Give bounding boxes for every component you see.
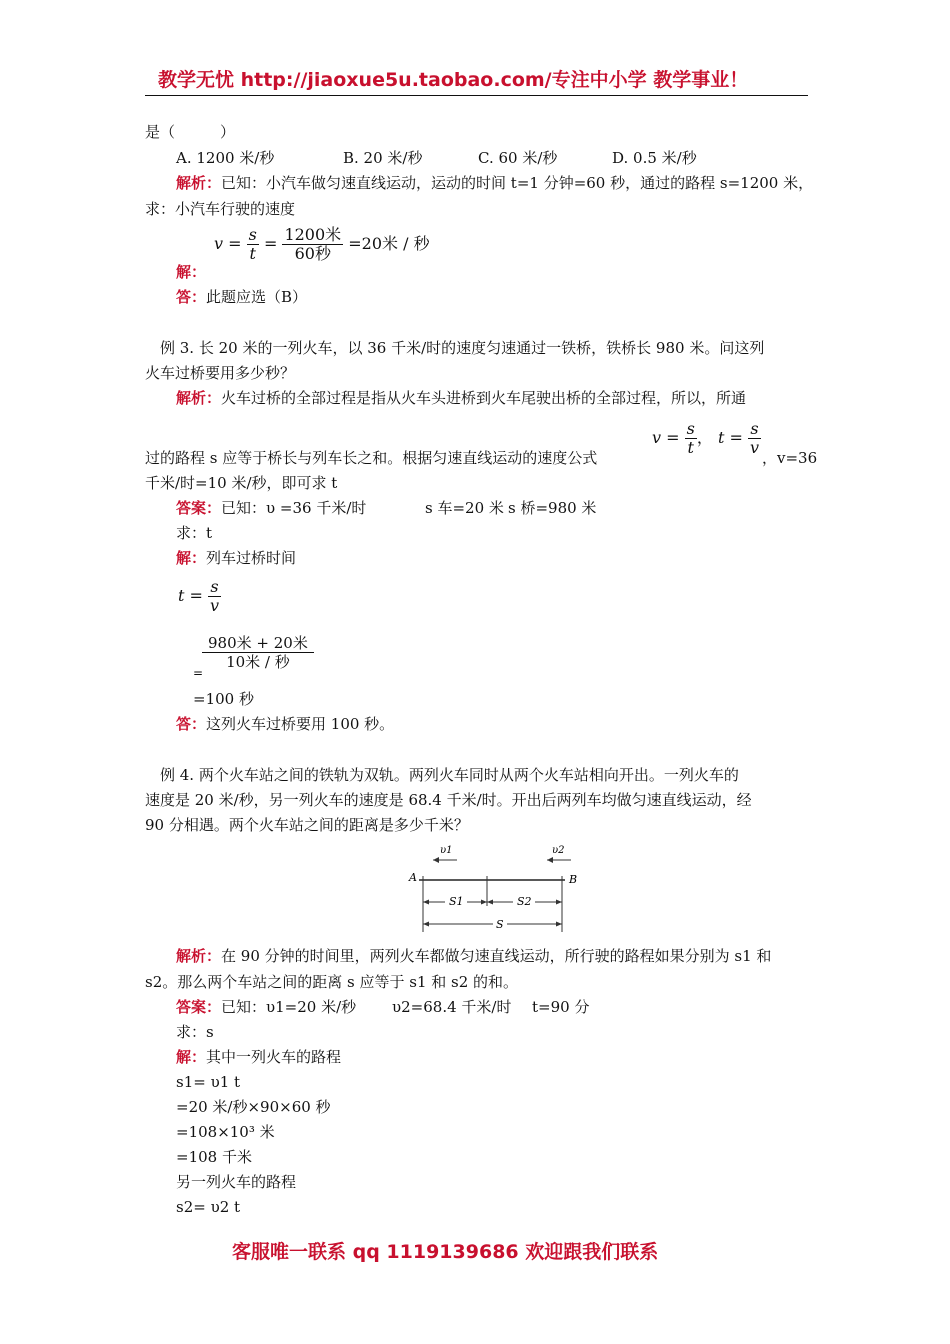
q2-analysis-line-2: 求：小汽车行驶的速度 <box>145 200 296 218</box>
ex4-line-1: s1= υ1 t <box>176 1073 241 1091</box>
ex4-analysis-line-1: 解析：在 90 分钟的时间里，两列火车都做匀速直线运动，所行驶的路程如果分别为 s1 和 <box>176 947 772 965</box>
ex3-velocity-formula: v = $\frac{s}{t}$ ， t = $\frac{s}{v}$ <box>652 419 760 457</box>
analysis-label: 解析： <box>176 174 222 192</box>
ex4-title-line-1: 例 4. 两个火车站之间的铁轨为双轨。两列火车同时从两个火车站相向开出。一列火车的 <box>160 766 739 784</box>
ex3-formula-eq: = <box>193 666 204 680</box>
q2-option-c: C. 60 米/秒 <box>478 149 558 167</box>
ex4-line-3: =108×10³ 米 <box>176 1123 275 1141</box>
ex4-line-2: =20 米/秒×90×60 秒 <box>176 1098 331 1116</box>
ex3-analysis-line-1: 解析：火车过桥的全部过程是指从火车头进桥到火车尾驶出桥的全部过程，所以，所通 <box>176 389 747 407</box>
q2-stem-tail: 是（ ） <box>145 123 236 141</box>
page-header: 教学无忧 http://jiaoxue5u.taobao.com/专注中小学 教学事业！ <box>158 69 749 91</box>
analysis-text: 已知：小汽车做匀速直线运动，运动的时间 t=1 分钟=60 秒，通过的路程 s=1200 米， <box>221 174 814 192</box>
ex3-known: 答案：已知：υ =36 千米/时 <box>176 499 367 517</box>
q2-analysis-line-1 <box>176 173 813 193</box>
ex3-title-line-1: 例 3. 长 20 米的一列火车，以 36 千米/时的速度匀速通过一铁桥，铁桥长 980 米。问这列 <box>160 339 765 357</box>
diagram-s1-label: S1 <box>449 895 464 908</box>
ex4-line-6: s2= υ2 t <box>176 1198 241 1216</box>
diagram-a-label: A <box>409 871 417 884</box>
ex3-result: =100 秒 <box>193 690 254 708</box>
q2-formula: v = $\frac{s}{t}$ = $\frac{\text{1200米}}{\text{60秒}}$ =20米 / 秒 <box>214 225 430 263</box>
q2-answer: 答：此题应选（B） <box>176 288 308 306</box>
ex4-solve: 解：其中一列火车的路程 <box>176 1048 342 1066</box>
diagram-b-label: B <box>569 873 578 886</box>
ex3-analysis-line-3: 千米/时=10 米/秒，即可求 t <box>145 474 338 492</box>
ex3-title-line-2: 火车过桥要用多少秒？ <box>145 364 296 382</box>
diagram-s2-label: S2 <box>517 895 532 908</box>
ex3-formula-values: $\frac{\text{980米 + 20米}}{\text{10米 / 秒}}$ <box>202 634 314 671</box>
ex3-s-bridge: s 桥=980 米 <box>508 499 597 517</box>
ex4-title-line-2: 速度是 20 米/秒，另一列火车的速度是 68.4 千米/时。开出后两列车均做匀速直线运动，经 <box>145 791 752 809</box>
ex3-solve: 解：列车过桥时间 <box>176 549 297 567</box>
ex4-known: 答案：已知：υ1=20 米/秒 <box>176 998 357 1016</box>
ex3-answer: 答：这列火车过桥要用 100 秒。 <box>176 715 395 733</box>
page-footer: 客服唯一联系 qq 1119139686 欢迎跟我们联系 <box>232 1241 659 1263</box>
q2-solve-label: 解： <box>176 263 207 281</box>
ex4-track-diagram <box>405 840 585 940</box>
q2-fraction-s-over-t: $\frac{s}{t}$ <box>248 225 257 263</box>
header-rule <box>145 95 808 96</box>
ex3-analysis-line-2-tail: ，v=36 <box>762 449 818 467</box>
ex3-ask: 求：t <box>176 524 213 542</box>
q2-option-b: B. 20 米/秒 <box>343 149 423 167</box>
diagram-s-label: S <box>496 918 504 931</box>
ex4-line-5: 另一列火车的路程 <box>176 1173 297 1191</box>
ex4-analysis-line-2: s2。那么两个车站之间的距离 s 应等于 s1 和 s2 的和。 <box>145 973 519 991</box>
ex4-ask: 求：s <box>176 1023 214 1041</box>
ex4-title-line-3: 90 分相遇。两个火车站之间的距离是多少千米？ <box>145 816 469 834</box>
diagram-v2-label: υ2 <box>552 845 565 856</box>
q2-fraction-values: $\frac{\text{1200米}}{\text{60秒}}$ <box>284 225 342 263</box>
q2-option-d: D. 0.5 米/秒 <box>612 149 697 167</box>
diagram-v1-label: υ1 <box>440 845 453 856</box>
ex4-v2: υ2=68.4 千米/时 <box>392 998 512 1016</box>
q2-option-a: A. 1200 米/秒 <box>176 149 275 167</box>
ex3-formula-t: t = $\frac{s}{v}$ <box>178 577 220 615</box>
ex3-s-car: s 车=20 米 <box>425 499 504 517</box>
ex4-t: t=90 分 <box>532 998 590 1016</box>
ex4-line-4: =108 千米 <box>176 1148 252 1166</box>
ex3-analysis-line-2: 过的路程 s 应等于桥长与列车长之和。根据匀速直线运动的速度公式 <box>145 449 598 467</box>
